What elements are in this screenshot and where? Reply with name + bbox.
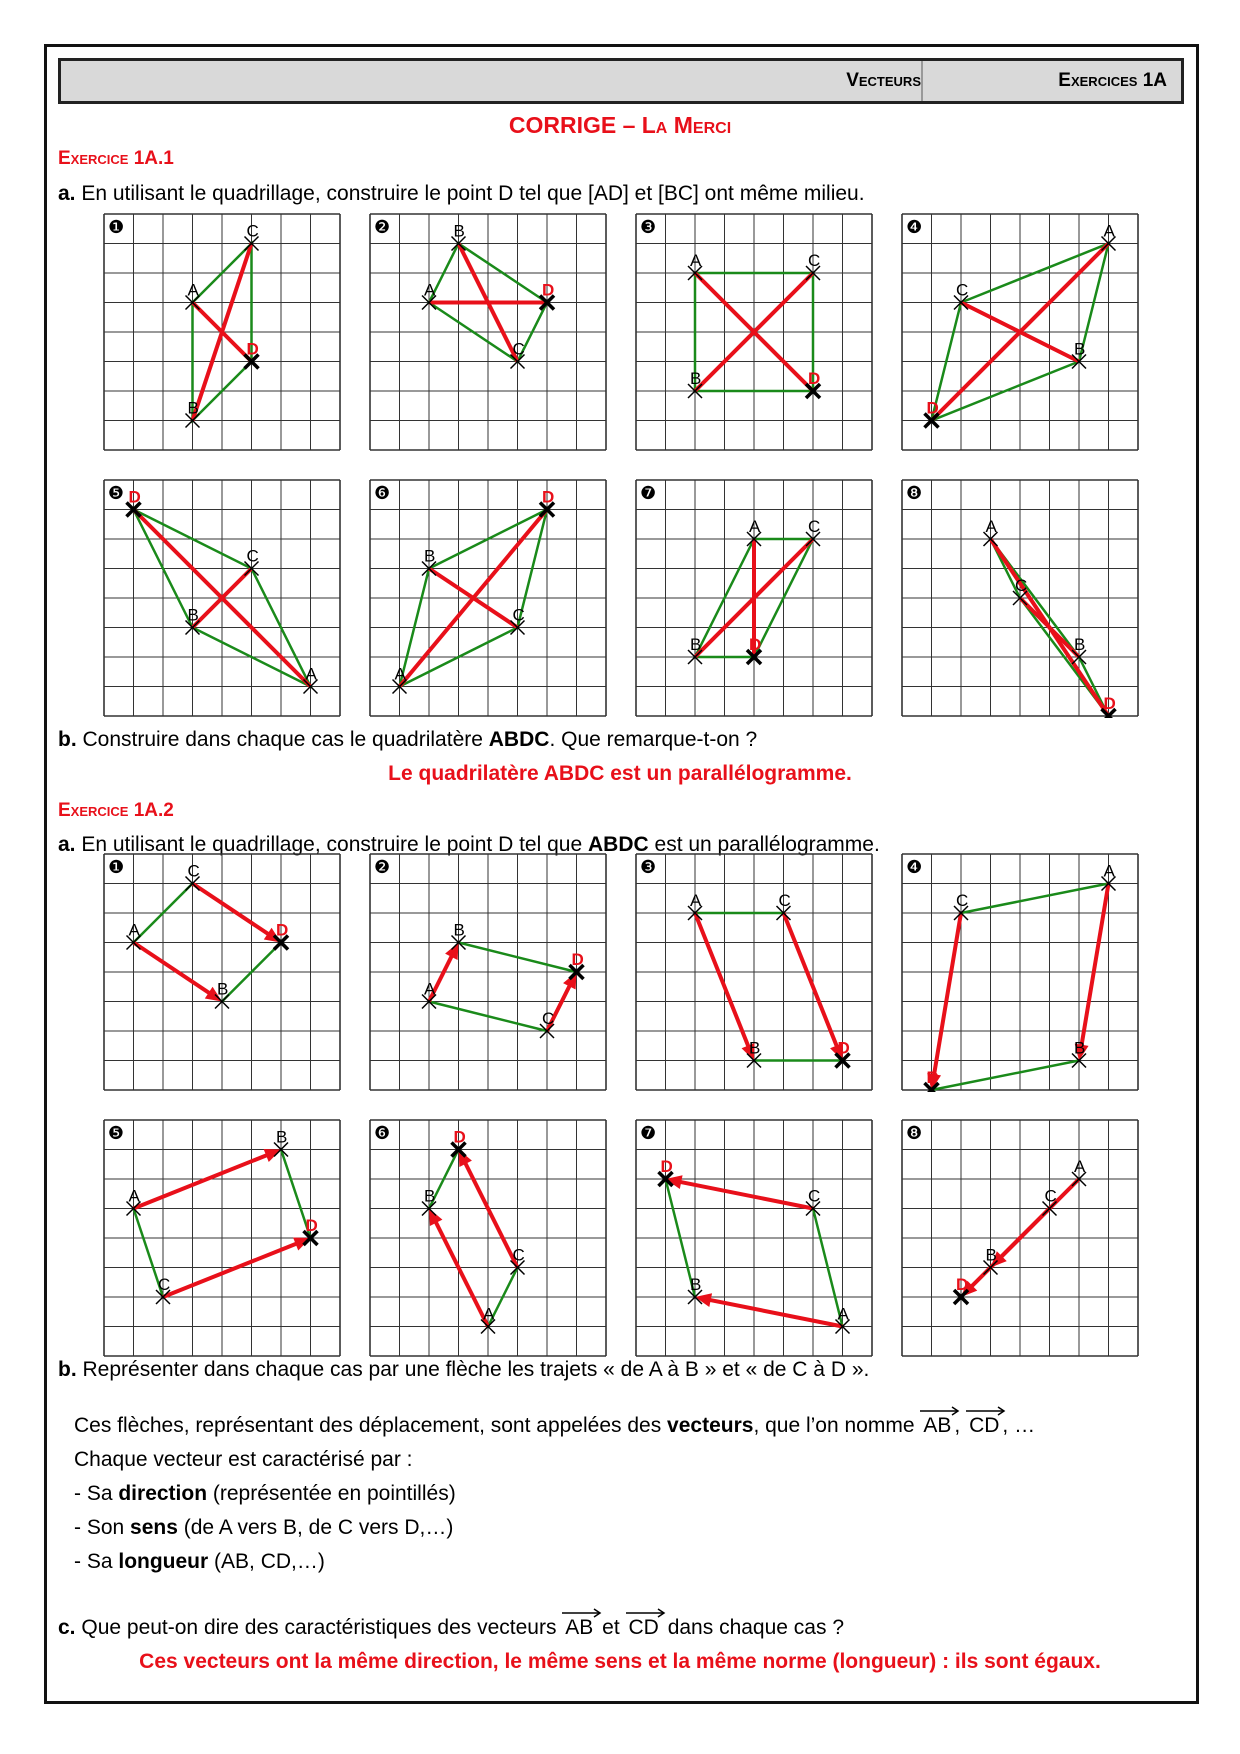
side-bd (932, 1061, 1080, 1091)
figure-number: ❸ (640, 217, 657, 238)
point-d-label: D (453, 1127, 466, 1147)
ex2-c-text-post: dans chaque cas ? (667, 1616, 844, 1639)
point-d-label: D (246, 339, 259, 359)
point-c-label: C (512, 1245, 525, 1265)
ex1-a-text: En utilisant le quadrillage, construire le point D tel que [AD] et [BC] ont même milieu. (81, 182, 865, 205)
figure-number: ❽ (906, 483, 923, 504)
grid-figure (900, 212, 1140, 452)
grid-svg (368, 1118, 608, 1358)
point-c-label: C (808, 1186, 821, 1206)
point-a-label: A (837, 1304, 849, 1324)
vector-intro-end: , … (1002, 1414, 1036, 1437)
grid-svg (368, 478, 608, 718)
ex1-a-label: a. (58, 182, 76, 205)
point-b-label: B (217, 979, 229, 999)
grid-figure (368, 478, 608, 718)
list-item-bold: direction (118, 1482, 208, 1505)
point-d-label: D (276, 920, 289, 940)
vector-cd-label: CD (969, 1414, 1000, 1437)
point-d-label: D (542, 280, 555, 300)
vector-ab-notation (920, 1414, 954, 1438)
grid-svg (368, 212, 608, 452)
vector-cd-notation (966, 1414, 1002, 1438)
grid-figure (634, 478, 874, 718)
header-exercise: Exercices 1A (1058, 70, 1167, 91)
point-a-label: A (394, 664, 406, 684)
ex2-a-bold: ABDC (588, 833, 649, 856)
vector-arrow-icon (626, 1608, 666, 1618)
grid-svg (102, 212, 342, 452)
point-c-label: C (956, 891, 969, 910)
grid-svg (368, 852, 608, 1092)
ex2-b-label: b. (58, 1358, 77, 1381)
point-b-label: B (985, 1245, 997, 1265)
vector-cd (462, 1157, 517, 1268)
figure-number: ❻ (374, 1123, 391, 1144)
header-bar (58, 58, 1184, 104)
characteristics-intro: Chaque vecteur est caractérisé par : (74, 1448, 413, 1471)
point-d-label: D (571, 950, 584, 969)
list-item (74, 1550, 456, 1574)
point-b-label: B (749, 1038, 761, 1058)
point-b-label: B (690, 1275, 702, 1294)
point-d-label: D (956, 1275, 969, 1294)
figure-number: ❺ (108, 483, 125, 504)
vector-cd-notation (626, 1616, 662, 1640)
point-a-label: A (749, 517, 761, 536)
vector-cd (967, 1209, 1050, 1292)
point-a-label: A (1074, 1157, 1086, 1176)
ex2-a-text-post: est un parallélogramme. (654, 833, 880, 856)
grid-figure (368, 852, 608, 1092)
vector-ab (134, 1152, 274, 1208)
point-c-label: C (1044, 1186, 1057, 1206)
list-item-post: (de A vers B, de C vers D,…) (177, 1516, 454, 1539)
list-item-pre: - Son (74, 1516, 131, 1539)
vector-arrow-icon (966, 1406, 1006, 1416)
figure-number: ❼ (640, 1123, 657, 1144)
point-a-label: A (1103, 221, 1115, 241)
point-a-label: A (424, 280, 436, 300)
list-item (74, 1516, 456, 1540)
point-d-label: D (660, 1157, 673, 1176)
vector-ab (134, 943, 216, 998)
vector-intro-post: , que l’on nomme (753, 1414, 915, 1437)
figure-number: ❺ (108, 1123, 125, 1144)
figure-number: ❼ (640, 483, 657, 504)
ex2-answer: Ces vecteurs ont la même direction, le même sens et la même norme (longueur) : ils sont égaux. (139, 1650, 1101, 1673)
grid-svg (102, 478, 342, 718)
vector-intro-text: Ces flèches, représentant des déplacement, sont appelées des (74, 1414, 662, 1437)
list-item-bold: sens (130, 1516, 178, 1539)
point-d-label: D (837, 1038, 850, 1058)
ex2-a-label: a. (58, 833, 76, 856)
point-a-label: A (985, 517, 997, 536)
figure-number: ❶ (108, 217, 125, 238)
ex2-c-text: Que peut-on dire des caractéristiques des vecteurs (81, 1616, 557, 1639)
list-item-pre: - Sa (74, 1550, 119, 1573)
point-b-label: B (453, 221, 465, 241)
vector-ab (695, 913, 751, 1053)
grid-svg (634, 1118, 874, 1358)
point-c-label: C (158, 1275, 171, 1294)
point-d-label: D (749, 635, 762, 654)
grid-svg (634, 212, 874, 452)
ex1-b-bold: ABDC (488, 728, 550, 751)
grid-figure (634, 1118, 874, 1358)
vector-ab (1080, 884, 1108, 1053)
figure-number: ❸ (640, 857, 657, 878)
point-b-label: B (276, 1127, 288, 1147)
point-b-label: B (453, 920, 465, 940)
figure-number: ❶ (108, 857, 125, 878)
vector-cd (193, 884, 275, 939)
vector-ab-label: AB (923, 1414, 952, 1437)
vector-intro (74, 1414, 1035, 1438)
ex2-heading: Exercice 1A.2 (58, 800, 174, 821)
point-b-label: B (424, 1186, 436, 1206)
list-item-bold: longueur (118, 1550, 209, 1573)
point-a-label: A (1103, 861, 1115, 881)
point-b-label: B (1074, 635, 1086, 654)
point-d-label: D (305, 1216, 318, 1235)
vector-ab (433, 1216, 488, 1327)
grid-figure (368, 1118, 608, 1358)
point-b-label: B (187, 398, 199, 418)
list-item (74, 1482, 456, 1506)
ex1-b-label: b. (58, 728, 77, 751)
vector-cd-label: CD (628, 1616, 659, 1639)
ex1-b-text-post: . Que remarque-t-on ? (549, 728, 758, 751)
list-item-post: (représentée en pointillés) (207, 1482, 456, 1505)
grid-svg (102, 1118, 342, 1358)
point-c-label: C (246, 221, 259, 241)
ex1-question-b (58, 728, 757, 752)
ex1-question-a (58, 182, 865, 206)
point-b-label: B (690, 369, 702, 388)
point-d-label: D (926, 1068, 939, 1087)
vector-ab (703, 1299, 843, 1327)
point-c-label: C (512, 339, 525, 359)
ex1-answer: Le quadrilatère ABDC est un parallélogramme. (388, 762, 852, 785)
figure-number: ❷ (374, 217, 391, 238)
point-b-label: B (1074, 1038, 1086, 1058)
point-c-label: C (956, 280, 969, 300)
point-d-label: D (1103, 694, 1116, 713)
grid-svg (634, 478, 874, 718)
point-b-label: B (187, 605, 199, 625)
vector-separator: , (954, 1414, 961, 1437)
figure-number: ❹ (906, 217, 923, 238)
figure-number: ❻ (374, 483, 391, 504)
point-a-label: A (187, 280, 199, 300)
side-ac (961, 884, 1109, 914)
vector-ab-notation (562, 1616, 596, 1640)
characteristics-list (74, 1482, 456, 1584)
ex2-c-label: c. (58, 1616, 76, 1639)
point-c-label: C (778, 891, 791, 910)
grid-figure (900, 478, 1140, 718)
grid-svg (900, 478, 1140, 718)
ex2-c-and: et (602, 1616, 620, 1639)
point-d-label: D (926, 398, 939, 418)
point-d-label: D (808, 369, 821, 388)
grid-figure (634, 212, 874, 452)
point-a-label: A (128, 1186, 140, 1206)
list-item-post: (AB, CD,…) (208, 1550, 325, 1573)
grid-figure (368, 212, 608, 452)
grid-figure (102, 1118, 342, 1358)
ex2-question-b (58, 1358, 869, 1382)
point-c-label: C (808, 251, 821, 270)
page-title: CORRIGE – La Merci (508, 112, 732, 138)
point-a-label: A (128, 920, 140, 940)
figure-number: ❽ (906, 1123, 923, 1144)
point-a-label: A (483, 1304, 495, 1324)
grid-figure (634, 852, 874, 1092)
grid-svg (900, 852, 1140, 1092)
vector-cd (673, 1181, 813, 1209)
ex2-b-text: Représenter dans chaque cas par une flèche les trajets « de A à B » et « de C à D ». (82, 1358, 870, 1381)
grid-svg (900, 1118, 1140, 1358)
point-a-label: A (690, 251, 702, 270)
vector-ab-label: AB (565, 1616, 594, 1639)
point-c-label: C (187, 861, 200, 881)
list-item-pre: - Sa (74, 1482, 119, 1505)
figure-number: ❷ (374, 857, 391, 878)
header-divider (921, 61, 923, 101)
grid-svg (634, 852, 874, 1092)
header-title: Vecteurs (846, 70, 921, 91)
point-a-label: A (424, 979, 436, 999)
grid-figure (102, 212, 342, 452)
vector-ab-arrowhead (264, 1149, 281, 1162)
grid-figure (900, 852, 1140, 1092)
vector-arrow-icon (562, 1608, 602, 1618)
point-c-label: C (512, 605, 525, 625)
ex1-heading: Exercice 1A.1 (58, 148, 174, 169)
vector-arrow-icon (920, 1406, 960, 1416)
point-b-label: B (1074, 339, 1086, 359)
vector-intro-bold: vecteurs (667, 1414, 754, 1437)
point-a-label: A (690, 891, 702, 910)
grid-svg (102, 852, 342, 1092)
vector-cd (163, 1241, 303, 1297)
grid-figure (102, 852, 342, 1092)
vector-cd (933, 913, 961, 1082)
ex2-question-c (58, 1616, 844, 1640)
point-b-label: B (424, 546, 436, 566)
point-c-label: C (246, 546, 259, 566)
grid-svg (900, 212, 1140, 452)
point-c-label: C (808, 517, 821, 536)
ex2-a-text: En utilisant le quadrillage, construire le point D tel que (81, 833, 583, 856)
vector-cd (784, 913, 840, 1053)
grid-figure (102, 478, 342, 718)
point-d-label: D (128, 487, 141, 507)
point-c-label: C (1015, 576, 1028, 595)
point-c-label: C (542, 1009, 555, 1028)
point-d-label: D (542, 487, 555, 507)
figure-number: ❹ (906, 857, 923, 878)
ex1-b-text: Construire dans chaque cas le quadrilatère (82, 728, 483, 751)
point-a-label: A (305, 664, 317, 684)
point-b-label: B (690, 635, 702, 654)
grid-figure (900, 1118, 1140, 1358)
